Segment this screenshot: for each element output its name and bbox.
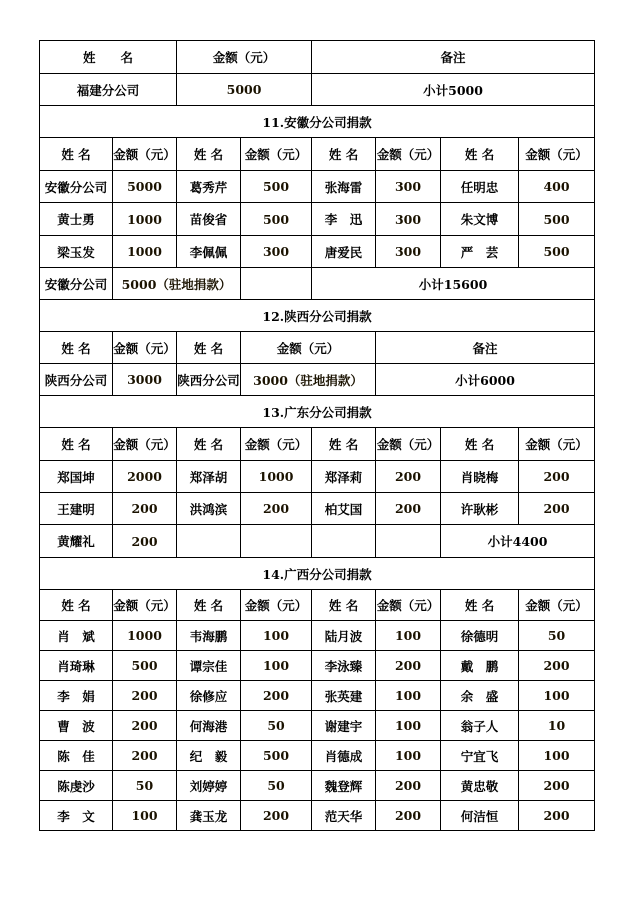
- col-header-name: 姓 名: [40, 332, 113, 364]
- donor-amount: 500: [519, 203, 595, 236]
- donor-name: 纪 毅: [177, 741, 241, 771]
- col-header-name: 姓 名: [441, 590, 519, 621]
- donor-amount: 200: [519, 801, 595, 831]
- donor-amount: 100: [376, 741, 441, 771]
- donor-name: 洪鸿滨: [177, 493, 241, 525]
- table-row: [40, 711, 595, 741]
- donor-name: 戴 鹏: [441, 651, 519, 681]
- donor-amount: 5000: [113, 171, 177, 203]
- donor-amount: 100: [113, 801, 177, 831]
- top-header-row: [40, 41, 595, 74]
- empty-cell: [241, 525, 312, 558]
- donor-amount-station: 5000（驻地捐款）: [113, 268, 241, 300]
- donor-amount: 200: [376, 801, 441, 831]
- donor-amount: 200: [519, 493, 595, 525]
- empty-cell: [312, 525, 376, 558]
- col-header-name: 姓 名: [40, 428, 113, 461]
- fujian-name: 福建分公司: [40, 74, 177, 106]
- fujian-row: [40, 74, 595, 106]
- section13-title: 13.广东分公司捐款: [40, 396, 595, 428]
- donor-name: 谢建宇: [312, 711, 376, 741]
- donor-name: 郑国坤: [40, 461, 113, 493]
- donor-name: 肖晓梅: [441, 461, 519, 493]
- donor-name: 严 芸: [441, 236, 519, 268]
- col-header-amount: 金额（元）: [376, 590, 441, 621]
- donor-name: 唐爱民: [312, 236, 376, 268]
- col-header-name: 姓 名: [441, 138, 519, 171]
- donor-amount: 3000: [113, 364, 177, 396]
- donor-name: 柏艾国: [312, 493, 376, 525]
- col-header-amount: 金额（元）: [376, 428, 441, 461]
- col-header-amount: 金额（元）: [241, 332, 376, 364]
- donor-name: 李 迅: [312, 203, 376, 236]
- col-header-amount: 金额（元）: [519, 138, 595, 171]
- col-header-name: 姓 名: [312, 590, 376, 621]
- empty-cell: [177, 525, 241, 558]
- donor-amount: 400: [519, 171, 595, 203]
- table-row: [40, 461, 595, 493]
- donor-name: 张英建: [312, 681, 376, 711]
- donor-name: 肖 斌: [40, 621, 113, 651]
- col-header-amount: 金额（元）: [241, 428, 312, 461]
- section13-title-row: [40, 396, 595, 428]
- donor-amount: 100: [519, 681, 595, 711]
- donor-name: 安徽分公司: [40, 268, 113, 300]
- donor-name: 苗俊省: [177, 203, 241, 236]
- col-header-amount: 金额（元）: [113, 332, 177, 364]
- donor-amount: 50: [241, 711, 312, 741]
- donor-amount: 50: [113, 771, 177, 801]
- donor-name: 李 娟: [40, 681, 113, 711]
- donor-name: 陈 佳: [40, 741, 113, 771]
- donor-name: 徐德明: [441, 621, 519, 651]
- col-header-name: 姓 名: [40, 138, 113, 171]
- col-header-amount: 金额（元）: [113, 428, 177, 461]
- donor-name: 肖琦琳: [40, 651, 113, 681]
- empty-cell: [376, 525, 441, 558]
- donor-amount: 100: [376, 711, 441, 741]
- section14-title: 14.广西分公司捐款: [40, 558, 595, 590]
- donor-amount: 200: [519, 651, 595, 681]
- empty-cell: [241, 268, 312, 300]
- donor-name: 何海港: [177, 711, 241, 741]
- donor-amount: 10: [519, 711, 595, 741]
- donor-name: 曹 波: [40, 711, 113, 741]
- donor-amount: 100: [241, 621, 312, 651]
- fujian-amount: 5000: [177, 74, 312, 106]
- donor-name: 朱文博: [441, 203, 519, 236]
- col-header-amount: 金额（元）: [519, 428, 595, 461]
- col-header-amount: 金额（元）: [376, 138, 441, 171]
- section11-extra-row: [40, 268, 595, 300]
- donor-name: 陕西分公司: [177, 364, 241, 396]
- donor-amount: 200: [113, 741, 177, 771]
- donor-amount: 200: [113, 711, 177, 741]
- donor-name: 陈虔沙: [40, 771, 113, 801]
- donor-name: 梁玉发: [40, 236, 113, 268]
- donor-name: 李佩佩: [177, 236, 241, 268]
- section11-title-row: [40, 106, 595, 138]
- donor-name: 魏登辉: [312, 771, 376, 801]
- donor-name: 黄忠敬: [441, 771, 519, 801]
- donor-name: 翁子人: [441, 711, 519, 741]
- donor-name: 徐修应: [177, 681, 241, 711]
- donor-amount: 50: [241, 771, 312, 801]
- donor-amount: 2000: [113, 461, 177, 493]
- donor-amount: 200: [113, 525, 177, 558]
- donor-name: 刘婷婷: [177, 771, 241, 801]
- donor-name: 张海雷: [312, 171, 376, 203]
- col-header-amount: 金额（元）: [241, 138, 312, 171]
- col-header-name: 姓 名: [312, 138, 376, 171]
- table-row: [40, 621, 595, 651]
- section11-subtotal: 小计15600: [312, 268, 595, 300]
- header-name: 姓 名: [40, 41, 177, 74]
- donor-amount: 500: [113, 651, 177, 681]
- donor-amount: 500: [241, 203, 312, 236]
- donor-name: 王建明: [40, 493, 113, 525]
- col-header-note: 备注: [376, 332, 595, 364]
- donor-amount: 200: [113, 493, 177, 525]
- donor-name: 黄士勇: [40, 203, 113, 236]
- donor-name: 余 盛: [441, 681, 519, 711]
- donor-amount: 1000: [113, 621, 177, 651]
- donor-name: 安徽分公司: [40, 171, 113, 203]
- section12-row: [40, 364, 595, 396]
- col-header-amount: 金额（元）: [113, 138, 177, 171]
- col-header-name: 姓 名: [177, 590, 241, 621]
- donor-amount: 500: [241, 741, 312, 771]
- donor-amount: 100: [376, 681, 441, 711]
- donor-amount: 200: [241, 681, 312, 711]
- col-header-name: 姓 名: [40, 590, 113, 621]
- col-header-amount: 金额（元）: [241, 590, 312, 621]
- donor-name: 葛秀芹: [177, 171, 241, 203]
- table-row: [40, 801, 595, 831]
- donor-amount: 200: [376, 651, 441, 681]
- donor-name: 韦海鹏: [177, 621, 241, 651]
- section14-title-row: [40, 558, 595, 590]
- header-note: 备注: [312, 41, 595, 74]
- table-row: [40, 171, 595, 203]
- donor-amount: 200: [241, 493, 312, 525]
- donor-name: 何洁恒: [441, 801, 519, 831]
- donor-amount: 1000: [113, 236, 177, 268]
- donor-name: 陆月波: [312, 621, 376, 651]
- donor-amount: 100: [376, 621, 441, 651]
- col-header-name: 姓 名: [312, 428, 376, 461]
- donor-amount: 50: [519, 621, 595, 651]
- donor-name: 龚玉龙: [177, 801, 241, 831]
- table-row: [40, 681, 595, 711]
- donor-name: 陕西分公司: [40, 364, 113, 396]
- header-amount: 金额（元）: [177, 41, 312, 74]
- table-row: [40, 203, 595, 236]
- col-header-amount: 金额（元）: [113, 590, 177, 621]
- fujian-subtotal: 小计5000: [312, 74, 595, 106]
- section11-title: 11.安徽分公司捐款: [40, 106, 595, 138]
- table-row: [40, 741, 595, 771]
- donor-amount: 300: [376, 171, 441, 203]
- section13-subtotal: 小计4400: [441, 525, 595, 558]
- section14-header-row: [40, 590, 595, 621]
- donor-amount: 100: [519, 741, 595, 771]
- donor-name: 黄耀礼: [40, 525, 113, 558]
- section13-last-row: [40, 525, 595, 558]
- donor-name: 任明忠: [441, 171, 519, 203]
- donor-name: 范天华: [312, 801, 376, 831]
- col-header-name: 姓 名: [441, 428, 519, 461]
- donor-name: 李泳臻: [312, 651, 376, 681]
- donor-amount: 300: [376, 236, 441, 268]
- section11-header-row: [40, 138, 595, 171]
- section13-header-row: [40, 428, 595, 461]
- donor-name: 肖德成: [312, 741, 376, 771]
- col-header-name: 姓 名: [177, 428, 241, 461]
- donor-amount: 200: [113, 681, 177, 711]
- donor-name: 李 文: [40, 801, 113, 831]
- donor-amount: 500: [241, 171, 312, 203]
- section12-title: 12.陕西分公司捐款: [40, 300, 595, 332]
- table-row: [40, 493, 595, 525]
- table-row: [40, 236, 595, 268]
- donor-amount: 200: [519, 461, 595, 493]
- section12-header-row: [40, 332, 595, 364]
- donor-name: 宁宜飞: [441, 741, 519, 771]
- donor-amount: 200: [376, 493, 441, 525]
- col-header-amount: 金额（元）: [519, 590, 595, 621]
- donor-amount: 200: [519, 771, 595, 801]
- donation-document: [39, 40, 594, 831]
- donor-amount: 500: [519, 236, 595, 268]
- col-header-name: 姓 名: [177, 332, 241, 364]
- donor-amount: 200: [241, 801, 312, 831]
- col-header-name: 姓 名: [177, 138, 241, 171]
- donor-amount: 1000: [241, 461, 312, 493]
- donor-amount: 300: [376, 203, 441, 236]
- donor-amount: 100: [241, 651, 312, 681]
- table-row: [40, 651, 595, 681]
- section12-subtotal: 小计6000: [376, 364, 595, 396]
- section12-title-row: [40, 300, 595, 332]
- donor-amount: 200: [376, 771, 441, 801]
- table-row: [40, 771, 595, 801]
- donor-amount-station: 3000（驻地捐款）: [241, 364, 376, 396]
- donor-name: 谭宗佳: [177, 651, 241, 681]
- donation-table: [39, 40, 595, 831]
- donor-amount: 300: [241, 236, 312, 268]
- donor-amount: 1000: [113, 203, 177, 236]
- donor-name: 郑泽莉: [312, 461, 376, 493]
- donor-name: 许耿彬: [441, 493, 519, 525]
- donor-name: 郑泽胡: [177, 461, 241, 493]
- donor-amount: 200: [376, 461, 441, 493]
